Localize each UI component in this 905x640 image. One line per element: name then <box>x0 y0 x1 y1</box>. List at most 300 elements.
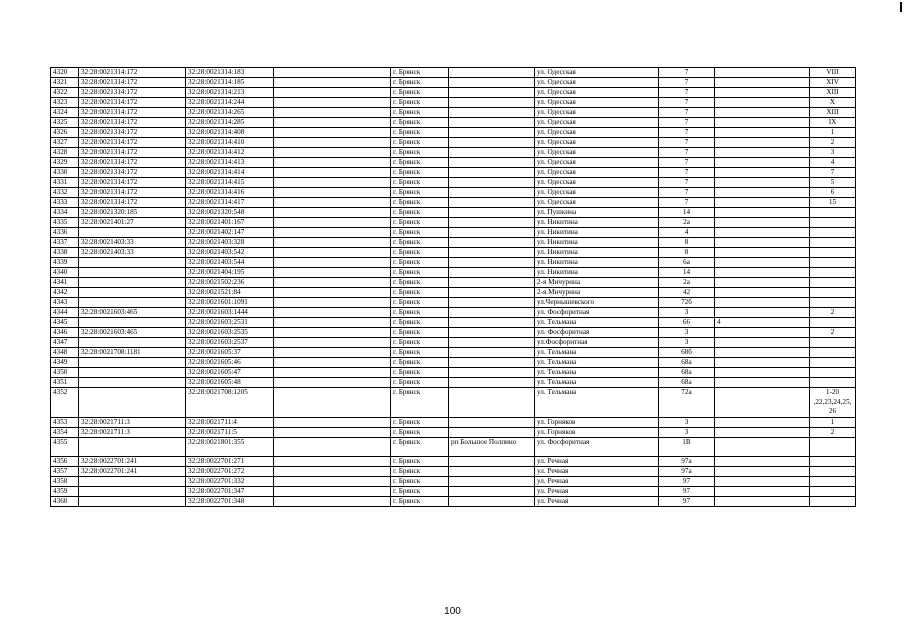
building-cell <box>715 328 810 338</box>
city-cell: г. Брянск <box>391 318 449 328</box>
building-cell <box>715 178 810 188</box>
parent-cadastral-cell: 32:28:0021708:1181 <box>79 348 186 358</box>
city-cell: г. Брянск <box>391 88 449 98</box>
premises-cell <box>810 288 856 298</box>
table-row <box>51 268 856 278</box>
house-cell: 7 <box>659 128 715 138</box>
building-cell <box>715 378 810 388</box>
city-cell: г. Брянск <box>391 497 449 507</box>
table-row <box>51 218 856 228</box>
premises-cell <box>810 438 856 457</box>
building-cell <box>715 228 810 238</box>
city-cell: г. Брянск <box>391 248 449 258</box>
building-cell <box>715 288 810 298</box>
table-row <box>51 388 856 418</box>
house-cell: 66 <box>659 318 715 328</box>
parent-cadastral-cell: 32:28:0022701:241 <box>79 457 186 467</box>
cadastral-number-cell: 32:28:0021603:2535 <box>186 328 274 338</box>
house-cell: 7 <box>659 188 715 198</box>
locality-cell <box>449 288 535 298</box>
empty-cell <box>274 388 391 418</box>
row-number-cell: 4359 <box>51 487 79 497</box>
cadastral-number-cell: 32:28:0021521:84 <box>186 288 274 298</box>
parent-cadastral-cell <box>79 278 186 288</box>
building-cell <box>715 477 810 487</box>
cadastral-number-cell: 32:28:0021404:195 <box>186 268 274 278</box>
empty-cell <box>274 358 391 368</box>
cadastral-number-cell: 32:28:0021314:416 <box>186 188 274 198</box>
street-cell: ул. Никитина <box>535 228 659 238</box>
city-cell: г. Брянск <box>391 198 449 208</box>
row-number-cell: 4324 <box>51 108 79 118</box>
parent-cadastral-cell: 32:28:0021314:172 <box>79 198 186 208</box>
city-cell: г. Брянск <box>391 168 449 178</box>
premises-cell: 4 <box>810 158 856 168</box>
cadastral-number-cell: 32:28:0021314:213 <box>186 88 274 98</box>
row-number-cell: 4342 <box>51 288 79 298</box>
row-number-cell: 4358 <box>51 477 79 487</box>
empty-cell <box>274 318 391 328</box>
premises-cell: IX <box>810 118 856 128</box>
house-cell: 97 <box>659 487 715 497</box>
premises-cell: XIV <box>810 78 856 88</box>
locality-cell <box>449 358 535 368</box>
locality-cell <box>449 238 535 248</box>
street-cell: ул. Фосфоритная <box>535 438 659 457</box>
parent-cadastral-cell: 32:28:0021314:172 <box>79 188 186 198</box>
empty-cell <box>274 198 391 208</box>
building-cell <box>715 198 810 208</box>
city-cell: г. Брянск <box>391 158 449 168</box>
table-row <box>51 438 856 457</box>
cadastral-number-cell: 32:28:0022701:348 <box>186 497 274 507</box>
empty-cell <box>274 298 391 308</box>
house-cell: 7 <box>659 168 715 178</box>
locality-cell <box>449 158 535 168</box>
premises-cell <box>810 487 856 497</box>
premises-cell <box>810 318 856 328</box>
row-number-cell: 4320 <box>51 68 79 78</box>
house-cell: 7 <box>659 138 715 148</box>
locality-cell <box>449 308 535 318</box>
table-row <box>51 298 856 308</box>
premises-cell: 2 <box>810 138 856 148</box>
row-number-cell: 4360 <box>51 497 79 507</box>
locality-cell <box>449 218 535 228</box>
empty-cell <box>274 98 391 108</box>
parent-cadastral-cell: 32:28:0022701:241 <box>79 467 186 477</box>
row-number-cell: 4332 <box>51 188 79 198</box>
row-number-cell: 4352 <box>51 388 79 418</box>
row-number-cell: 4354 <box>51 428 79 438</box>
table-row <box>51 98 856 108</box>
premises-cell <box>810 238 856 248</box>
cadastral-number-cell: 32:28:0021605:48 <box>186 378 274 388</box>
table-row <box>51 128 856 138</box>
parent-cadastral-cell: 32:28:0021314:172 <box>79 118 186 128</box>
premises-cell <box>810 248 856 258</box>
empty-cell <box>274 238 391 248</box>
locality-cell <box>449 148 535 158</box>
house-cell: 7 <box>659 108 715 118</box>
street-cell: ул. Пушкина <box>535 208 659 218</box>
house-cell: 7 <box>659 148 715 158</box>
locality-cell <box>449 168 535 178</box>
table-row <box>51 148 856 158</box>
street-cell: ул. Одесская <box>535 88 659 98</box>
street-cell: ул. Тельмана <box>535 348 659 358</box>
parent-cadastral-cell: 32:28:0021314:172 <box>79 168 186 178</box>
locality-cell <box>449 388 535 418</box>
building-cell <box>715 128 810 138</box>
empty-cell <box>274 208 391 218</box>
cadastral-number-cell: 32:28:0021401:167 <box>186 218 274 228</box>
city-cell: г. Брянск <box>391 368 449 378</box>
cadastral-number-cell: 32:28:0021403:542 <box>186 248 274 258</box>
house-cell: 2а <box>659 218 715 228</box>
street-cell: ул.Фосфоритная <box>535 338 659 348</box>
city-cell: г. Брянск <box>391 208 449 218</box>
locality-cell <box>449 487 535 497</box>
empty-cell <box>274 378 391 388</box>
parent-cadastral-cell <box>79 477 186 487</box>
house-cell: 97а <box>659 457 715 467</box>
cadastral-number-cell: 32:28:0021403:328 <box>186 238 274 248</box>
premises-cell <box>810 378 856 388</box>
street-cell: 2-я Мичурина <box>535 288 659 298</box>
table-row <box>51 428 856 438</box>
city-cell: г. Брянск <box>391 68 449 78</box>
row-number-cell: 4346 <box>51 328 79 338</box>
parent-cadastral-cell <box>79 268 186 278</box>
city-cell: г. Брянск <box>391 358 449 368</box>
city-cell: г. Брянск <box>391 218 449 228</box>
house-cell: 1В <box>659 438 715 457</box>
cadastral-number-cell: 32:28:0021314:244 <box>186 98 274 108</box>
row-number-cell: 4335 <box>51 218 79 228</box>
house-cell: 72б <box>659 298 715 308</box>
page-edge-mark <box>900 2 902 12</box>
building-cell <box>715 298 810 308</box>
row-number-cell: 4331 <box>51 178 79 188</box>
street-cell: ул. Одесская <box>535 108 659 118</box>
parent-cadastral-cell <box>79 368 186 378</box>
parent-cadastral-cell: 32:28:0021401:27 <box>79 218 186 228</box>
house-cell: 3 <box>659 328 715 338</box>
locality-cell <box>449 188 535 198</box>
house-cell: 97а <box>659 467 715 477</box>
empty-cell <box>274 457 391 467</box>
locality-cell <box>449 378 535 388</box>
street-cell: ул. Речная <box>535 477 659 487</box>
street-cell: ул. Одесская <box>535 178 659 188</box>
parent-cadastral-cell: 32:28:0021314:172 <box>79 88 186 98</box>
house-cell: 7 <box>659 178 715 188</box>
table-row <box>51 497 856 507</box>
cadastral-number-cell: 32:28:0021314:285 <box>186 118 274 128</box>
table-row <box>51 487 856 497</box>
building-cell <box>715 168 810 178</box>
cadastral-number-cell: 32:28:0021314:265 <box>186 108 274 118</box>
parent-cadastral-cell: 32:28:0021314:172 <box>79 178 186 188</box>
row-number-cell: 4321 <box>51 78 79 88</box>
house-cell: 7 <box>659 158 715 168</box>
street-cell: ул. Никитина <box>535 258 659 268</box>
parent-cadastral-cell: 32:28:0021314:172 <box>79 148 186 158</box>
city-cell: г. Брянск <box>391 378 449 388</box>
premises-cell: 3 <box>810 148 856 158</box>
parent-cadastral-cell <box>79 388 186 418</box>
building-cell <box>715 68 810 78</box>
empty-cell <box>274 108 391 118</box>
premises-cell <box>810 358 856 368</box>
table-row <box>51 467 856 477</box>
row-number-cell: 4347 <box>51 338 79 348</box>
row-number-cell: 4337 <box>51 238 79 248</box>
premises-cell: X <box>810 98 856 108</box>
house-cell: 3 <box>659 308 715 318</box>
parent-cadastral-cell: 32:28:0021314:172 <box>79 128 186 138</box>
empty-cell <box>274 118 391 128</box>
street-cell: ул. Одесская <box>535 68 659 78</box>
city-cell: г. Брянск <box>391 328 449 338</box>
premises-cell <box>810 477 856 487</box>
row-number-cell: 4323 <box>51 98 79 108</box>
house-cell: 7 <box>659 68 715 78</box>
parent-cadastral-cell: 32:28:0021314:172 <box>79 98 186 108</box>
city-cell: г. Брянск <box>391 178 449 188</box>
premises-cell <box>810 258 856 268</box>
row-number-cell: 4353 <box>51 418 79 428</box>
cadastral-number-cell: 32:28:0021320:548 <box>186 208 274 218</box>
locality-cell <box>449 348 535 358</box>
locality-cell <box>449 368 535 378</box>
locality-cell <box>449 118 535 128</box>
cadastral-number-cell: 32:28:0021314:414 <box>186 168 274 178</box>
table-row <box>51 328 856 338</box>
cadastral-number-cell: 32:28:0022701:272 <box>186 467 274 477</box>
row-number-cell: 4330 <box>51 168 79 178</box>
cadastral-number-cell: 32:28:0021403:544 <box>186 258 274 268</box>
locality-cell <box>449 278 535 288</box>
cadastral-number-cell: 32:28:0021314:417 <box>186 198 274 208</box>
parent-cadastral-cell: 32:28:0021711:3 <box>79 418 186 428</box>
cadastral-number-cell: 32:28:0021801:355 <box>186 438 274 457</box>
cadastral-number-cell: 32:28:0021314:412 <box>186 148 274 158</box>
premises-cell <box>810 457 856 467</box>
empty-cell <box>274 348 391 358</box>
locality-cell <box>449 88 535 98</box>
premises-cell: XIII <box>810 88 856 98</box>
locality-cell <box>449 298 535 308</box>
parent-cadastral-cell: 32:28:0021711:3 <box>79 428 186 438</box>
city-cell: г. Брянск <box>391 238 449 248</box>
city-cell: г. Брянск <box>391 108 449 118</box>
street-cell: ул. Никитина <box>535 238 659 248</box>
city-cell: г. Брянск <box>391 418 449 428</box>
street-cell: ул. Одесская <box>535 168 659 178</box>
empty-cell <box>274 487 391 497</box>
table-row <box>51 348 856 358</box>
building-cell <box>715 108 810 118</box>
house-cell: 68а <box>659 358 715 368</box>
premises-cell: 7 <box>810 168 856 178</box>
cadastral-number-cell: 32:28:0021711:5 <box>186 428 274 438</box>
street-cell: ул. Одесская <box>535 188 659 198</box>
parent-cadastral-cell <box>79 288 186 298</box>
house-cell: 97 <box>659 497 715 507</box>
city-cell: г. Брянск <box>391 298 449 308</box>
parent-cadastral-cell: 32:28:0021403:33 <box>79 248 186 258</box>
locality-cell <box>449 248 535 258</box>
table-row <box>51 88 856 98</box>
street-cell: ул. Тельмана <box>535 368 659 378</box>
building-cell <box>715 138 810 148</box>
building-cell <box>715 278 810 288</box>
street-cell: ул. Одесская <box>535 98 659 108</box>
parent-cadastral-cell: 32:28:0021314:172 <box>79 78 186 88</box>
cadastral-number-cell: 32:28:0022701:347 <box>186 487 274 497</box>
street-cell: ул. Речная <box>535 487 659 497</box>
house-cell: 8 <box>659 248 715 258</box>
empty-cell <box>274 178 391 188</box>
cadastral-number-cell: 32:28:0021711:4 <box>186 418 274 428</box>
street-cell: ул. Речная <box>535 457 659 467</box>
parent-cadastral-cell: 32:28:0021314:172 <box>79 68 186 78</box>
house-cell: 7 <box>659 78 715 88</box>
building-cell <box>715 497 810 507</box>
table-row <box>51 238 856 248</box>
street-cell: ул. Тельмана <box>535 358 659 368</box>
building-cell <box>715 308 810 318</box>
property-register-table <box>50 67 856 507</box>
building-cell <box>715 467 810 477</box>
row-number-cell: 4328 <box>51 148 79 158</box>
street-cell: 2-я Мичурина <box>535 278 659 288</box>
table-row <box>51 158 856 168</box>
row-number-cell: 4326 <box>51 128 79 138</box>
row-number-cell: 4325 <box>51 118 79 128</box>
premises-cell: 15 <box>810 198 856 208</box>
row-number-cell: 4340 <box>51 268 79 278</box>
table-row <box>51 138 856 148</box>
row-number-cell: 4356 <box>51 457 79 467</box>
table-row <box>51 477 856 487</box>
house-cell: 72а <box>659 388 715 418</box>
street-cell: ул. Тельмана <box>535 388 659 418</box>
building-cell: 4 <box>715 318 810 328</box>
locality-cell <box>449 198 535 208</box>
house-cell: 97 <box>659 477 715 487</box>
empty-cell <box>274 328 391 338</box>
house-cell: 7 <box>659 118 715 128</box>
premises-cell <box>810 228 856 238</box>
building-cell <box>715 88 810 98</box>
premises-cell <box>810 497 856 507</box>
house-cell: 68а <box>659 368 715 378</box>
house-cell: 14 <box>659 208 715 218</box>
table-row <box>51 318 856 328</box>
cadastral-number-cell: 32:28:0021314:410 <box>186 138 274 148</box>
cadastral-number-cell: 32:28:0021314:408 <box>186 128 274 138</box>
empty-cell <box>274 418 391 428</box>
premises-cell <box>810 218 856 228</box>
street-cell: ул.Чернышевского <box>535 298 659 308</box>
premises-cell <box>810 298 856 308</box>
building-cell <box>715 457 810 467</box>
cadastral-number-cell: 32:28:0021502:236 <box>186 278 274 288</box>
table-row <box>51 208 856 218</box>
building-cell <box>715 78 810 88</box>
city-cell: г. Брянск <box>391 188 449 198</box>
premises-cell <box>810 268 856 278</box>
city-cell: г. Брянск <box>391 438 449 457</box>
building-cell <box>715 158 810 168</box>
city-cell: г. Брянск <box>391 128 449 138</box>
empty-cell <box>274 368 391 378</box>
premises-cell <box>810 368 856 378</box>
empty-cell <box>274 68 391 78</box>
locality-cell <box>449 108 535 118</box>
cadastral-number-cell: 32:28:0021605:46 <box>186 358 274 368</box>
street-cell: ул. Никитина <box>535 248 659 258</box>
house-cell: 2а <box>659 278 715 288</box>
empty-cell <box>274 248 391 258</box>
parent-cadastral-cell <box>79 378 186 388</box>
table-row <box>51 108 856 118</box>
city-cell: г. Брянск <box>391 477 449 487</box>
empty-cell <box>274 158 391 168</box>
city-cell: г. Брянск <box>391 118 449 128</box>
street-cell: ул. Одесская <box>535 118 659 128</box>
building-cell <box>715 487 810 497</box>
parent-cadastral-cell: 32:28:0021314:172 <box>79 158 186 168</box>
cadastral-number-cell: 32:28:0021708:1205 <box>186 388 274 418</box>
street-cell: ул. Речная <box>535 497 659 507</box>
empty-cell <box>274 268 391 278</box>
cadastral-number-cell: 32:28:0021603:2531 <box>186 318 274 328</box>
empty-cell <box>274 278 391 288</box>
premises-cell: XIII <box>810 108 856 118</box>
house-cell: 3 <box>659 418 715 428</box>
parent-cadastral-cell: 32:28:0021603:465 <box>79 308 186 318</box>
empty-cell <box>274 228 391 238</box>
locality-cell <box>449 418 535 428</box>
table-row <box>51 178 856 188</box>
street-cell: ул. Фосфоритная <box>535 308 659 318</box>
locality-cell: рп Большое Полпино <box>449 438 535 457</box>
table-row <box>51 68 856 78</box>
locality-cell <box>449 268 535 278</box>
parent-cadastral-cell <box>79 298 186 308</box>
row-number-cell: 4344 <box>51 308 79 318</box>
row-number-cell: 4345 <box>51 318 79 328</box>
cadastral-number-cell: 32:28:0021314:183 <box>186 68 274 78</box>
row-number-cell: 4348 <box>51 348 79 358</box>
city-cell: г. Брянск <box>391 78 449 88</box>
city-cell: г. Брянск <box>391 338 449 348</box>
parent-cadastral-cell <box>79 258 186 268</box>
city-cell: г. Брянск <box>391 148 449 158</box>
premises-cell: 1-20 ,22,23,24,25, 26 <box>810 388 856 418</box>
table-row <box>51 368 856 378</box>
street-cell: ул. Одесская <box>535 158 659 168</box>
house-cell: 42 <box>659 288 715 298</box>
street-cell: ул. Фосфоритная <box>535 328 659 338</box>
premises-cell <box>810 338 856 348</box>
building-cell <box>715 148 810 158</box>
empty-cell <box>274 78 391 88</box>
